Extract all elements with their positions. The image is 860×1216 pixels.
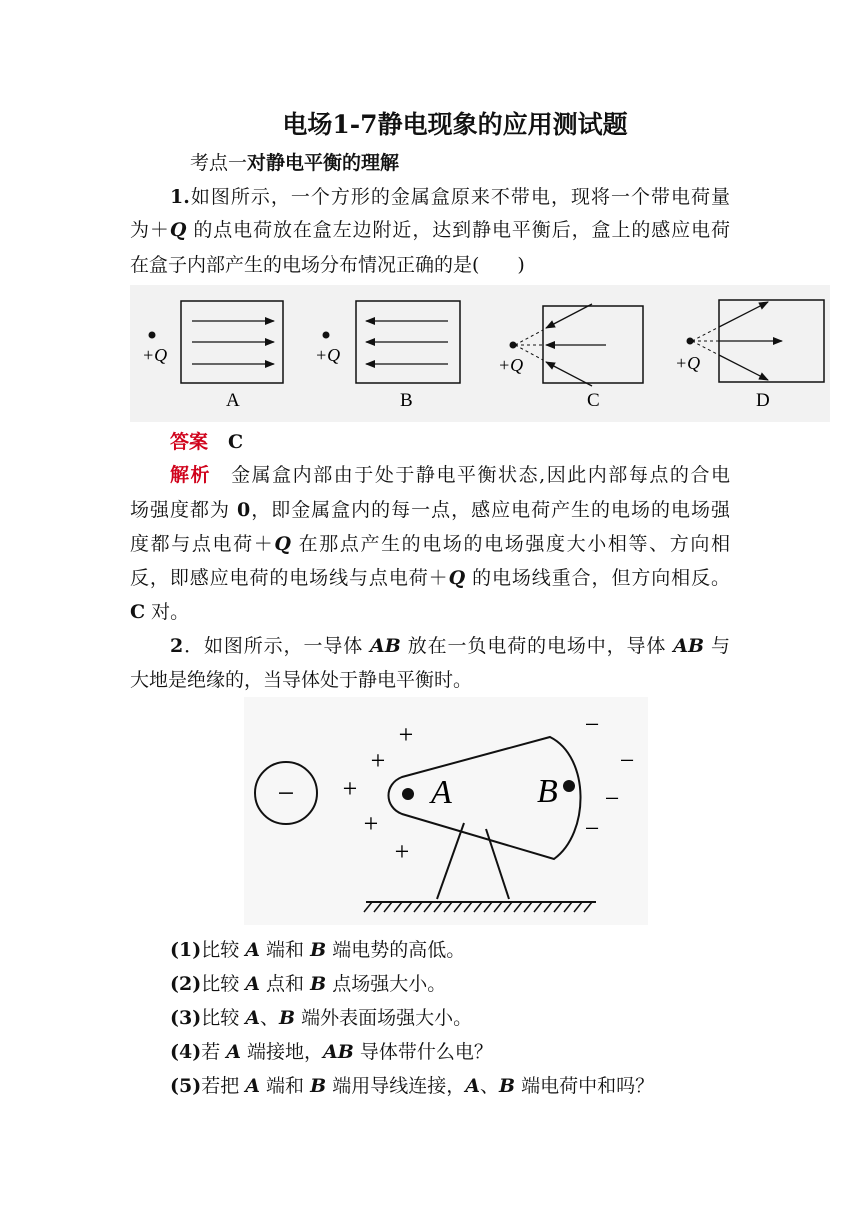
- analysis-text-3b: 在那点产生的电场的电场强度大小相等、方向相: [290, 533, 730, 555]
- q-symbol: B: [310, 939, 327, 961]
- q2-text-1b: 放在一负电荷的电场中，导体: [400, 635, 674, 657]
- q-text: 端和: [260, 939, 311, 961]
- label-b: B: [537, 773, 558, 810]
- q1-line-3: [130, 253, 730, 277]
- ground-hatch: [364, 902, 592, 912]
- minus-sign: −: [619, 746, 635, 775]
- charge-label: +Q: [142, 345, 168, 365]
- analysis-text-4b: 的电场线重合，但方向相反。: [465, 567, 730, 589]
- option-a-diagram: [142, 301, 283, 411]
- q1-text-2b: 的点电荷放在盒左边附近，达到静电平衡后，盒上的感应电荷: [186, 219, 730, 241]
- figure-1-options: [130, 285, 830, 422]
- q2-text-1a: ．如图所示，一导体: [183, 635, 371, 657]
- dashed-line: [692, 327, 719, 341]
- analysis-c: C: [130, 601, 146, 623]
- q-text: 端外表面场强大小。: [295, 1007, 473, 1029]
- section-prefix: 考点一: [190, 152, 248, 174]
- analysis-text-2c: ，即金属盒内的每一点，感应电荷产生的电场的电场强: [250, 499, 730, 521]
- q-symbol: A: [245, 1007, 260, 1029]
- option-label-c: C: [587, 390, 600, 411]
- charge-label: +Q: [315, 345, 341, 365]
- q-symbol: A: [245, 973, 260, 995]
- analysis-text-2a: 场强度都为: [130, 499, 237, 521]
- field-line: [546, 304, 592, 328]
- analysis-line-1: [130, 463, 730, 487]
- q1-line-2: [130, 218, 730, 242]
- q-text: 端电荷中和吗？: [515, 1075, 655, 1097]
- q1-text-1: 如图所示，一个方形的金属盒原来不带电，现将一个带电荷量: [189, 186, 730, 208]
- figure-2-conductor: [244, 697, 648, 925]
- analysis-zero: 0: [236, 499, 251, 521]
- q-symbol: A: [245, 1075, 260, 1097]
- q-symbol: B: [279, 1007, 296, 1029]
- plus-sign: +: [370, 746, 386, 775]
- q2-line-2: [130, 668, 730, 692]
- analysis-line-5: [130, 600, 730, 624]
- analysis-text-4a: 反，即感应电荷的电场线与点电荷＋: [130, 567, 449, 589]
- negative-charge-sign: −: [277, 777, 295, 810]
- point-charge-dot: [323, 332, 330, 339]
- option-label-b: B: [400, 390, 413, 411]
- q1-q-symbol: Q: [169, 219, 187, 241]
- point-a-dot: [402, 788, 414, 800]
- q-symbol: A: [465, 1075, 480, 1097]
- charge-label: +Q: [498, 355, 524, 375]
- q-text: 端接地，: [241, 1041, 324, 1063]
- option-b-diagram: [315, 301, 460, 411]
- analysis-text-1: 金属盒内部由于处于静电平衡状态,因此内部每点的合电: [231, 464, 730, 486]
- question-number: (4): [170, 1041, 202, 1063]
- q2-line-1: [130, 634, 730, 658]
- question-number: (2): [170, 973, 202, 995]
- question-5: [170, 1074, 770, 1098]
- q-symbol: A: [245, 939, 260, 961]
- q-text: 端用导线连接，: [326, 1075, 466, 1097]
- analysis-line-2: [130, 498, 730, 522]
- analysis-text-5b: 对。: [145, 601, 190, 623]
- plus-sign: +: [342, 774, 358, 803]
- charge-label: +Q: [675, 353, 701, 373]
- q-text: 若把: [201, 1075, 246, 1097]
- question-number: (3): [170, 1007, 202, 1029]
- q-text: 点和: [260, 973, 311, 995]
- section-title: 对静电平衡的理解: [247, 152, 400, 174]
- label-a: A: [431, 774, 452, 811]
- answer-label: 答案: [170, 431, 209, 453]
- q-text: 、: [479, 1075, 499, 1097]
- analysis-q-symbol: Q: [448, 567, 466, 589]
- point-charge-dot: [149, 332, 156, 339]
- q-text: 比较: [201, 939, 246, 961]
- q1-line-1: [130, 185, 730, 209]
- minus-sign: −: [584, 710, 600, 739]
- question-number: (1): [170, 939, 202, 961]
- question-number: (5): [170, 1075, 202, 1097]
- page-title: 电场1-7静电现象的应用测试题: [282, 110, 628, 139]
- point-b-dot: [563, 780, 575, 792]
- q2-text-2: 大地是绝缘的，当导体处于静电平衡时。: [130, 669, 473, 691]
- analysis-label: 解析: [170, 464, 212, 486]
- minus-sign: −: [604, 784, 620, 813]
- q-text: 端和: [260, 1075, 311, 1097]
- q1-number: 1.: [170, 186, 190, 208]
- option-c-diagram: [498, 304, 643, 411]
- q-symbol: B: [498, 1075, 516, 1097]
- question-1: [170, 938, 770, 962]
- question-4: [170, 1040, 770, 1064]
- q-symbol: B: [310, 973, 327, 995]
- q1-text-3: 在盒子内部产生的电场分布情况正确的是( ): [130, 254, 525, 276]
- option-d-diagram: [675, 300, 824, 411]
- option-label-d: D: [756, 390, 770, 411]
- q2-text-1c: 与: [704, 635, 730, 657]
- stand-leg: [437, 823, 464, 899]
- q-text: 端电势的高低。: [326, 939, 466, 961]
- analysis-line-3: [130, 532, 730, 556]
- section-heading: [190, 148, 399, 175]
- answer-line: [130, 430, 770, 454]
- stand-leg: [486, 829, 509, 899]
- q2-ab-symbol: AB: [673, 635, 705, 657]
- plus-sign: +: [394, 837, 410, 866]
- q-text: 、: [260, 1007, 280, 1029]
- plus-sign: +: [398, 720, 414, 749]
- q-symbol: AB: [323, 1041, 354, 1063]
- q-symbol: B: [310, 1075, 327, 1097]
- dashed-line: [515, 330, 543, 345]
- answer-value: C: [228, 431, 244, 453]
- q-text: 点场强大小。: [326, 973, 447, 995]
- q1-text-2a: 为＋: [130, 219, 170, 241]
- analysis-q-symbol: Q: [274, 533, 291, 555]
- question-2: [170, 972, 770, 996]
- q-text: 若: [201, 1041, 227, 1063]
- option-label-a: A: [226, 390, 240, 411]
- minus-sign: −: [584, 814, 600, 843]
- field-line: [719, 302, 768, 327]
- q-text: 比较: [201, 973, 246, 995]
- field-line: [719, 355, 768, 380]
- analysis-text-3a: 度都与点电荷＋: [130, 533, 275, 555]
- q2-ab-symbol: AB: [370, 635, 401, 657]
- plus-sign: +: [363, 809, 379, 838]
- q2-number: 2: [170, 635, 184, 657]
- analysis-line-4: [130, 566, 730, 590]
- q-symbol: A: [226, 1041, 241, 1063]
- q-text: 比较: [201, 1007, 246, 1029]
- question-3: [170, 1006, 770, 1030]
- q-text: 导体带什么电？: [353, 1041, 493, 1063]
